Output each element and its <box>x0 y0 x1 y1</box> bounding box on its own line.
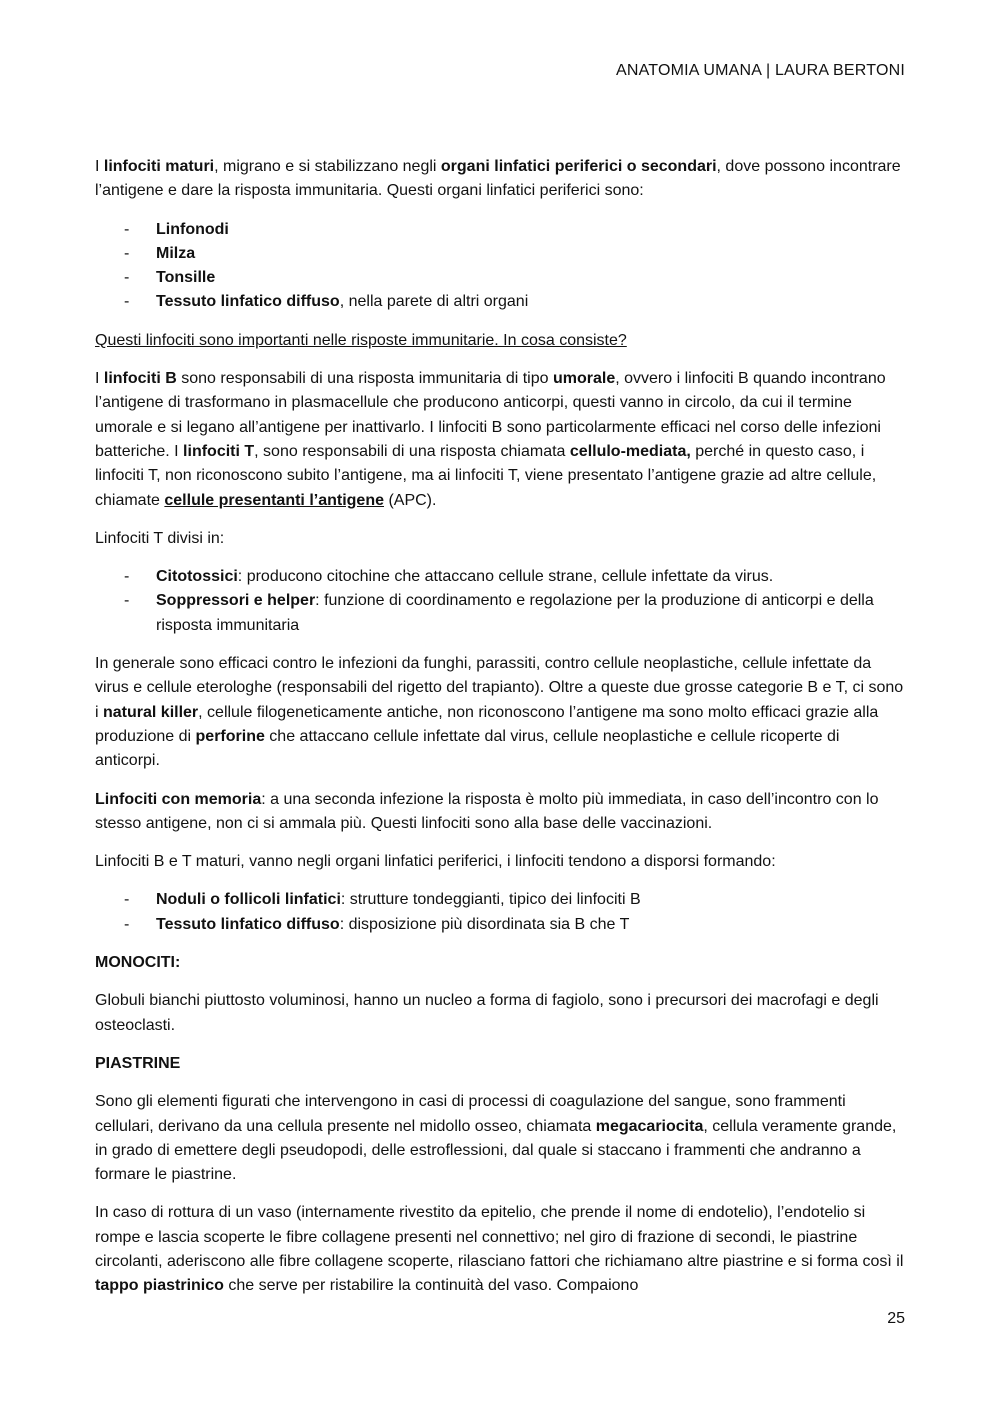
bold-term: tappo piastrinico <box>95 1277 224 1295</box>
paragraph-linfociti-memoria: Linfociti con memoria: a una seconda infezione la risposta è molto più immediata, in caso dell’incontro con lo stesso antigene, non ci si ammala più. Questi linfociti sono alla base delle vaccinazioni. <box>95 790 879 832</box>
bold-term: linfociti T <box>183 442 255 460</box>
paragraph-linfociti-maturi-disposizione: Linfociti B e T maturi, vanno negli organi linfatici periferici, i linfociti tendono a disporsi formando: <box>95 853 776 871</box>
bold-term: Linfociti con memoria <box>95 790 262 808</box>
bold-term: megacariocita <box>595 1117 704 1135</box>
bold-term: natural killer <box>103 703 199 721</box>
list-disposizione <box>95 888 905 937</box>
underlined-question: Questi linfociti sono importanti nelle risposte immunitarie. In cosa consiste? <box>95 331 627 349</box>
paragraph-piastrine: Sono gli elementi figurati che intervengono in casi di processi di coagulazione del sangue, sono frammenti cellulari, derivano da una cellula presente nel midollo osseo, chiamata megacariocita, cellula veramente grande, in grado di emettere degli pseudopodi, delle estroflessioni, dal quale si staccano i frammenti che andranno a formare le piastrine. <box>95 1093 897 1184</box>
paragraph-linfociti-maturi: I linfociti maturi, migrano e si stabilizzano negli organi linfatici periferici o secondari, dove possono incontrare l’antigene e dare la risposta immunitaria. Questi organi linfatici periferici sono: <box>95 158 901 200</box>
bold-underlined-term: cellule presentanti l’antigene <box>164 491 384 509</box>
list-item: - Tonsille <box>95 266 905 290</box>
list-item: - Noduli o follicoli linfatici: strutture tondeggianti, tipico dei linfociti B <box>95 888 905 912</box>
bold-term: umorale <box>552 370 616 388</box>
running-header: ANATOMIA UMANA | LAURA BERTONI <box>615 62 905 79</box>
list-item: - Milza <box>95 242 905 266</box>
list-item: - Linfonodi <box>95 218 905 242</box>
list-item: - Tessuto linfatico diffuso: disposizione più disordinata sia B che T <box>95 913 905 937</box>
paragraph-tappo-piastrinico: In caso di rottura di un vaso (internamente rivestito da epitelio, che prende il nome di endotelio), l’endotelio si rompe e lascia scoperte le fibre collagene presenti nel connettivo; nel giro di frazione di secondi, le piastrine circolanti, aderiscono alle fibre collagene scoperte, rilasciano fattori che richiamano altre piastrine e si forma così il tappo piastrinico che serve per ristabilire la continuità del vaso. Compaiono <box>95 1204 904 1295</box>
heading-piastrine: PIASTRINE <box>95 1054 181 1072</box>
list-item: - Citotossici: producono citochine che attaccano cellule strane, cellule infettate da virus. <box>95 565 905 589</box>
page-body <box>95 155 905 1313</box>
paragraph-monociti: Globuli bianchi piuttosto voluminosi, hanno un nucleo a forma di fagiolo, sono i precursori dei macrofagi e degli osteoclasti. <box>95 992 879 1034</box>
bold-term: cellulo-mediata, <box>569 442 691 460</box>
list-linfociti-t <box>95 565 905 638</box>
bold-term: perforine <box>195 727 265 745</box>
paragraph-linfociti-b-t: I linfociti B sono responsabili di una risposta immunitaria di tipo umorale, ovvero i linfociti B quando incontrano l’antigene di trasformano in plasmacellule che producono anticorpi, questi vanno in circolo, da cui il termine umorale e si legano all’antigene per inattivarlo. I linfociti B sono particolarmente efficaci nel corso delle infezioni batteriche. I linfociti T, sono responsabili di una risposta chiamata cellulo-mediata, perché in questo caso, i linfociti T, non riconoscono subito l’antigene, ma ai linfociti T, viene presentato l’antigene grazie ad altre cellule, chiamate cellule presentanti l’antigene (APC). <box>95 370 886 509</box>
paragraph-linfociti-t-divisi: Linfociti T divisi in: <box>95 529 225 547</box>
list-organi-linfatici <box>95 218 905 315</box>
list-item: - Tessuto linfatico diffuso, nella parete di altri organi <box>95 290 905 314</box>
bold-term: organi linfatici periferici o secondari <box>440 158 717 175</box>
heading-monociti: MONOCITI: <box>95 954 181 972</box>
page-number: 25 <box>887 1310 905 1327</box>
bold-term: linfociti B <box>103 370 177 388</box>
list-item: - Soppressori e helper: funzione di coordinamento e regolazione per la produzione di anticorpi e della risposta immunitaria <box>95 589 905 638</box>
paragraph-natural-killer: In generale sono efficaci contro le infezioni da funghi, parassiti, contro cellule neoplastiche, cellule infettate da virus e cellule eterologhe (responsabili del rigetto del trapianto). Oltre a queste due grosse categorie B e T, ci sono i natural killer, cellule filogeneticamente antiche, non riconoscono l’antigene ma sono molto efficaci grazie alla produzione di perforine che attaccano cellule infettate dal virus, cellule neoplastiche e cellule ricoperte di anticorpi. <box>95 655 904 770</box>
bold-term: linfociti maturi <box>103 158 215 175</box>
